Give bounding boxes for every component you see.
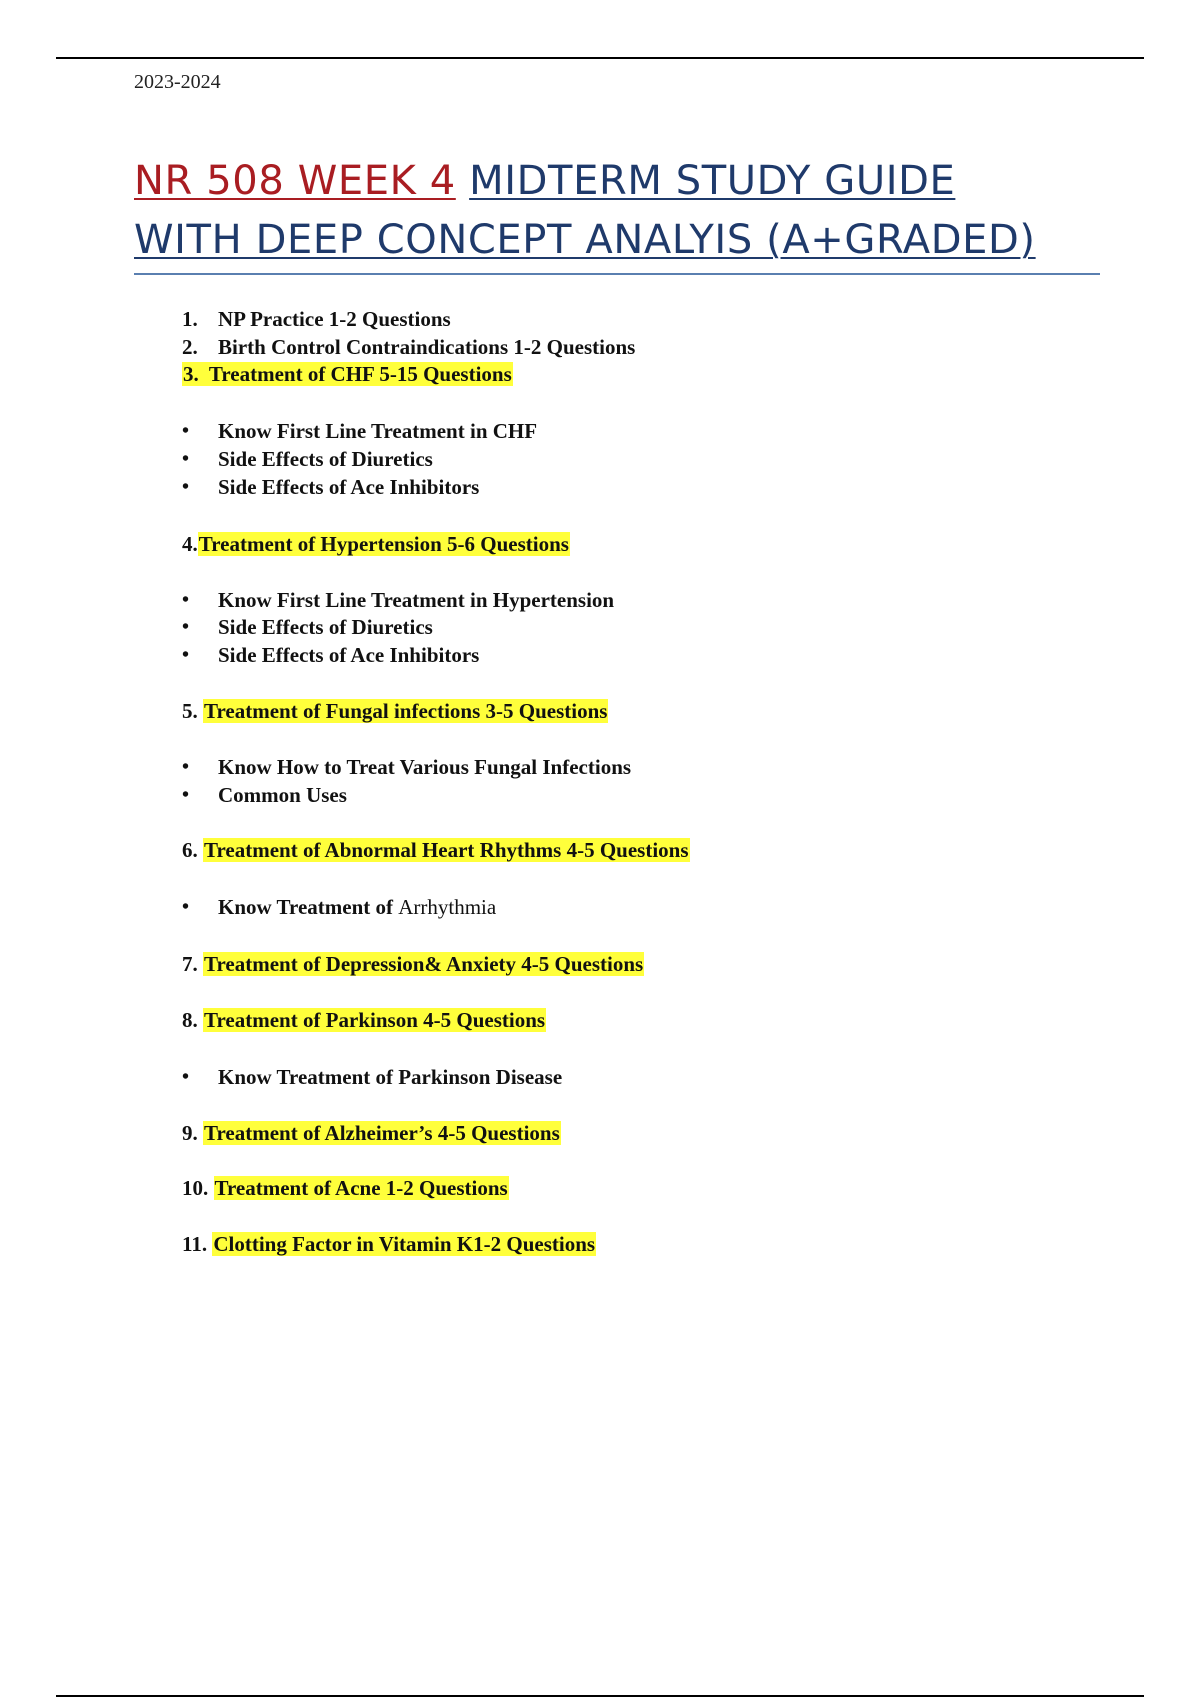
list-item: [182, 951, 644, 977]
item-number: 2.: [182, 335, 198, 359]
item-text: Clotting Factor in Vitamin K1-2 Questions: [213, 1232, 596, 1256]
highlighted-item: [182, 362, 513, 386]
title-course: NR 508 WEEK 4: [134, 158, 456, 204]
bottom-rule: [56, 1695, 1144, 1697]
title-subject: MIDTERM STUDY GUIDE: [469, 158, 956, 204]
list-item: [182, 837, 690, 863]
bullet-icon: •: [182, 589, 190, 611]
item-text: Treatment of Abnormal Heart Rhythms 4-5 Questions: [204, 838, 689, 862]
bullet-text: Know First Line Treatment in Hypertension: [218, 588, 615, 612]
item-number: 11.: [182, 1232, 208, 1256]
bullet-icon: •: [182, 420, 190, 442]
list-item: [182, 531, 570, 557]
bullet-text: Side Effects of Diuretics: [218, 615, 433, 639]
list-item: [182, 698, 608, 724]
list-item: [182, 1175, 509, 1201]
item-text: NP Practice 1-2 Questions: [218, 307, 451, 331]
bullet-icon: •: [182, 616, 190, 638]
item-text: Treatment of Fungal infections 3-5 Questions: [204, 699, 608, 723]
item-number: 5.: [182, 699, 198, 723]
bullet-text: Know How to Treat Various Fungal Infections: [218, 755, 632, 779]
bullet-icon: •: [182, 784, 190, 806]
bullet-text: [218, 894, 496, 920]
bullet-icon: •: [182, 644, 190, 666]
item-text: Treatment of CHF 5-15 Questions: [208, 362, 512, 386]
item-text: Treatment of Depression& Anxiety 4-5 Questions: [204, 952, 644, 976]
list-item: [182, 306, 451, 332]
item-number: 6.: [182, 838, 198, 862]
item-number: 7.: [182, 952, 198, 976]
document-title: [134, 152, 1100, 270]
title-subtitle: WITH DEEP CONCEPT ANALYIS (A+GRADED): [134, 217, 1036, 263]
item-number: 10.: [182, 1176, 209, 1200]
list-item: [182, 334, 636, 360]
item-text: Treatment of Hypertension 5-6 Questions: [198, 532, 569, 556]
list-item: [182, 361, 513, 387]
bullet-text: Common Uses: [218, 783, 347, 807]
bullet-text: Know Treatment of Parkinson Disease: [218, 1065, 563, 1089]
list-item: [182, 1231, 596, 1257]
title-rule: [134, 273, 1100, 275]
bullet-icon: •: [182, 448, 190, 470]
bullet-text: Know First Line Treatment in CHF: [218, 419, 538, 443]
bullet-icon: •: [182, 756, 190, 778]
header-year: 2023-2024: [134, 71, 221, 93]
bullet-text-normal: Arrhythmia: [398, 895, 497, 919]
item-text: Treatment of Acne 1-2 Questions: [214, 1176, 508, 1200]
item-number: 1.: [182, 307, 198, 331]
bullet-text: Side Effects of Ace Inhibitors: [218, 643, 480, 667]
bullet-icon: •: [182, 896, 190, 918]
item-text: Treatment of Alzheimer’s 4-5 Questions: [204, 1121, 560, 1145]
bullet-text-bold: Know Treatment of: [218, 895, 393, 919]
item-text: Treatment of Parkinson 4-5 Questions: [204, 1008, 546, 1032]
top-rule: [56, 57, 1144, 59]
item-number: 4.: [182, 532, 198, 556]
list-item: [182, 1120, 561, 1146]
bullet-text: Side Effects of Ace Inhibitors: [218, 475, 480, 499]
item-text: Birth Control Contraindications 1-2 Questions: [218, 335, 636, 359]
item-number: 9.: [182, 1121, 198, 1145]
bullet-icon: •: [182, 1066, 190, 1088]
list-item: [182, 1007, 546, 1033]
item-number: 8.: [182, 1008, 198, 1032]
bullet-icon: •: [182, 476, 190, 498]
bullet-text: Side Effects of Diuretics: [218, 447, 433, 471]
item-number: 3.: [183, 362, 199, 386]
